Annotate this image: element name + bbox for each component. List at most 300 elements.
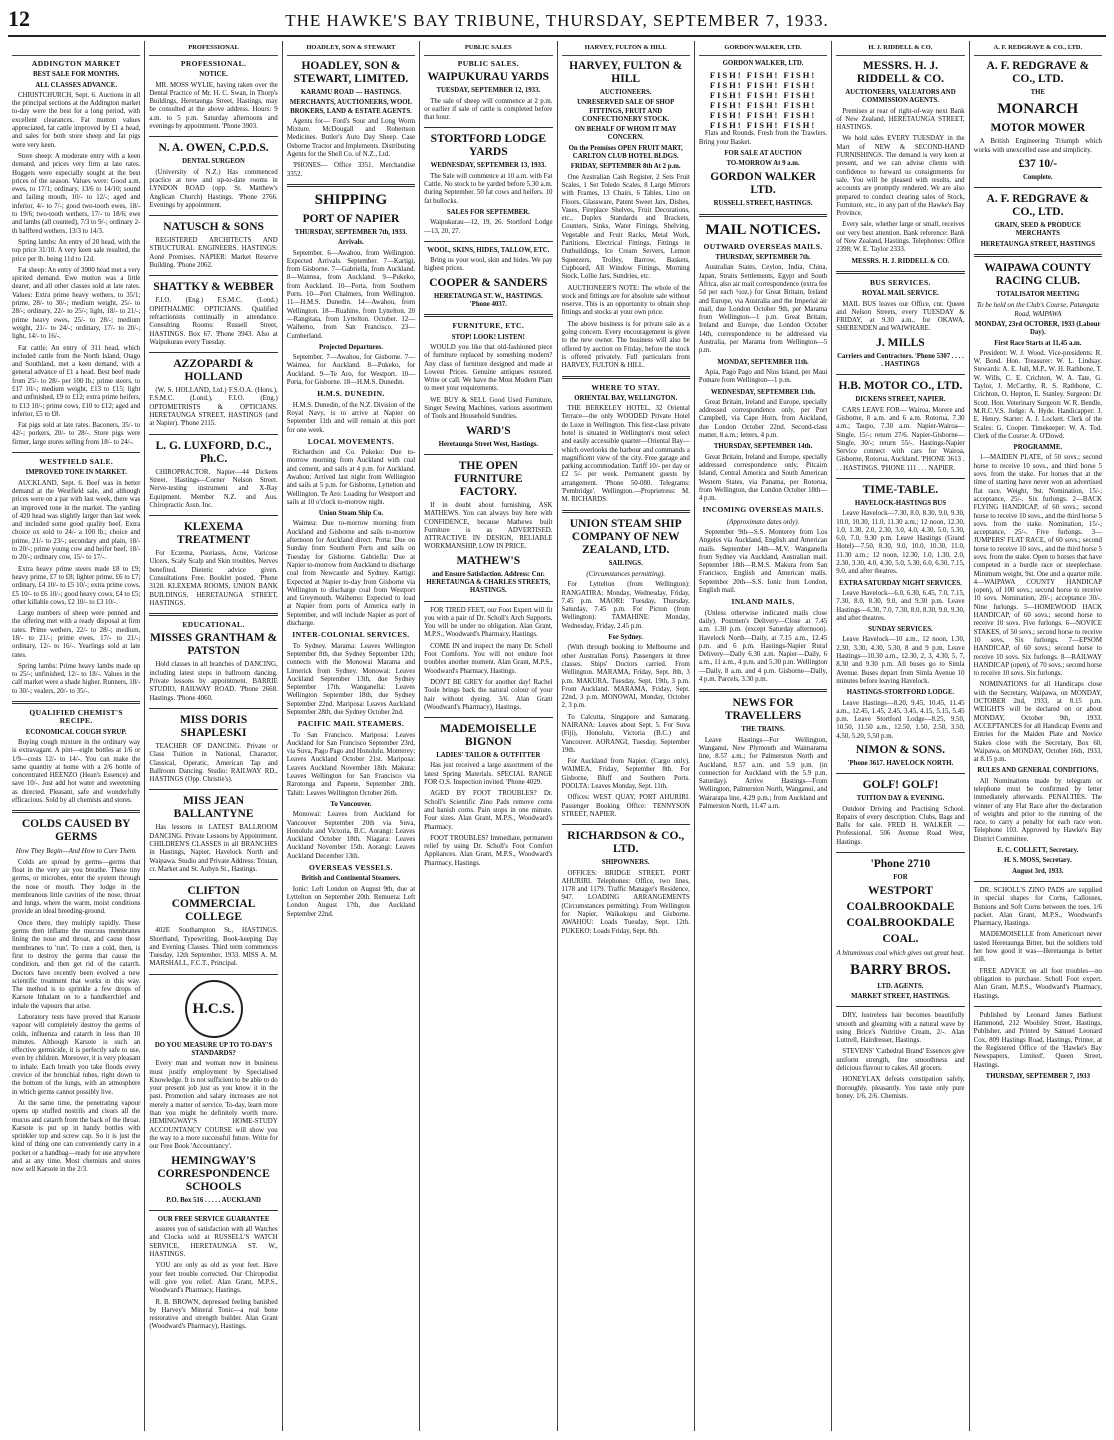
dateline: First Race Starts at 11.45 a.m. xyxy=(994,339,1082,347)
article-body xyxy=(699,529,827,595)
paragraph: Published by Leonard James Bathurst Hammond, 212 Woolsley Street, Hastings, Publisher, and Printed by Samuel Leonard Cox, 809 Hastings Road, Hastings, Printer, at the Registered Office of the 'Hawke's Bay Newspapers, Limited', Queen Street, Hastings. xyxy=(973,1011,1102,1069)
paragraph: CHRISTCHURCH, Sept. 6. Auctions in all the principal sections at the Addington market to-day were the best for a long period, with excellent clearances. Fat mutton values appreciated, fat cattle improved by £1 a head, and sales for both store sheep and fat pigs were very keen. xyxy=(12,91,141,149)
article-body xyxy=(974,350,1102,441)
hemingway-logo-icon: H.C.S. xyxy=(185,980,243,1038)
divider xyxy=(836,1006,964,1007)
paragraph: Agents for— Ford's Sour and Long Worm Mixture. McDougall and Robertson Medicines. Butler's Auto Day Sheep. Case Osborne Tractor and Implements. Distributing Agents for the Shell Co. of N.Z., Ltd. xyxy=(286,117,416,159)
paragraph: The sale of sheep will commence at 2 p.m. or earlier if sale of cattle is completed before that hour. xyxy=(424,97,553,122)
divider xyxy=(12,452,140,453)
subheading: British and Continental Steamers. xyxy=(301,875,401,883)
paragraph: Ionic: Left London on August 9th, due at Lyttelton on September 20th. Remuera: Left London August 17th, due Auckland September 22nd. xyxy=(286,885,416,918)
ad-body xyxy=(149,297,277,347)
paragraph: Great Britain, Ireland and Europe, specially addressed correspondence only, per Port Campbell, via Cape Horn, from Auckland, due London October 22nd. Second-class matter, 8 a.m.; letters, 4 p.m. xyxy=(698,398,828,440)
ad-heading: UNRESERVED SALE OF SHOP FITTINGS, FRUIT AND CONFECTIONERY STOCK. xyxy=(577,99,675,123)
paragraph: CHIROPRACTOR. Napier—44 Dickens Street. Hastings—Corner Nelson Street. Nerve-testing instrument and X-Ray Equipment. Member N.Z. and Aus. Chiropractic Assn. Inc. xyxy=(149,468,278,509)
ad-address: Carriers and Contractors. 'Phone 5307 . . . . . HASTINGS xyxy=(837,352,964,369)
subheading: ALL CLASSES ADVANCE. xyxy=(35,81,118,89)
ad-body xyxy=(149,82,277,132)
paragraph: President: W. J. Wood. Vice-presidents: R. W. Bond. Hon. Treasurer: W. L. Lindsay. Stewards: A. E. Jull, M.P., W. H. Rathbone, T. W. Wills, C. E. Crichton, W. A. Tate, G. Taylor, J. McCarthy, R. S. Rathbone, C. Crichton, O. Hepton, E. Stanley. Surgeon: Dr. Scott. Hon. Veterinary Surgeon: W. R. Bendle, M.R.C.V.S. Judge: A. Hyde. Handicapper: J. E. Henry. Starter: A. J. Lockett. Clerk of the Scales: G. Cooper. Timekeeper: W. A. Tod. Clerk of the Course: A. O'Dowd. xyxy=(973,349,1102,440)
article-body xyxy=(699,737,827,812)
divider xyxy=(562,376,690,379)
ad-name: MISS DORIS SHAPLESKI xyxy=(179,713,248,739)
paragraph: Buying cough mixture in the ordinary way is extravagant. A pint—eight bottles at 1/6 or 1/9—costs 12/- to 14/-. You can make the same quantity at home with a 2/6 bottle of concentrated HEENZO (Hean's Essence) and save 10/-. Just add hot water and sweetening as directed. Pleasant, safe and wonderfully efficacious. Sold by all chemists and stores. xyxy=(12,738,141,805)
ad-heading: MOTOR MOWER xyxy=(990,122,1086,135)
subheading: Arrivals. xyxy=(338,239,364,247)
ad-heading: OUR FREE SERVICE GUARANTEE xyxy=(157,1215,270,1223)
ad-name: BARRY BROS. xyxy=(850,961,951,978)
paragraph: DRY, lustreless hair becomes beautifully smooth and gleaming with a natural wave by using Brice's Nutritive Cream, 2/-. Alan Luttrell, Hairdresser, Hastings. xyxy=(836,1012,965,1045)
paragraph: Colds are spread by germs—germs that float in the very air you breathe. These tiny germs, or microbes, enter the system through the nose or mouth. They lodge in the membranous little cavities of the nose, throat and lungs, where the warm, moist conditions provide an ideal breeding-ground. xyxy=(12,858,141,916)
paragraph: (University of N.Z.) Has commenced practice at new and up-to-date rooms in LYNDON ROAD (opp. St. Matthew's Anglican Church) Hastings. 'Phone 2766. Evenings by appointment. xyxy=(149,168,278,209)
subheading: ROYAL MAIL SERVICE. xyxy=(862,290,939,298)
article-body xyxy=(974,778,1102,844)
dateline: TO-MORROW At 9 a.m. xyxy=(726,160,800,168)
ad-heading: WOOL, SKINS, HIDES, TALLOW, ETC. xyxy=(427,246,550,254)
ad-body xyxy=(287,118,415,179)
section-heading: EDUCATIONAL. xyxy=(182,620,245,630)
paragraph: Fat cattle: An entry of 311 head, which included cattle from the North Island, Otago and Southland, met a keen demand, with a general advance of £1 a head. Best beef made from 25/- to 28/- per 100 lb.; prime steers, to £17 10/-; medium weight, £13 to £15; light and unfinished, £9 to £12; extra prime heifers, to £13 10/-; prime cows, £10 to £12; aged and inferior, £5 to £8. xyxy=(12,344,141,418)
ad-name: NATUSCH & SONS xyxy=(163,221,264,234)
ad-name: HEMINGWAY'S CORRESPONDENCE SCHOOLS xyxy=(157,1154,270,1193)
dateline: MONDAY, SEPTEMBER 11th. xyxy=(717,358,809,366)
paragraph: Every man and woman now in business must justify employment by Specialised Knowledge. It is not sufficient to be able to do your present job just as you know it in the past. Promotion and salary increases are not merely a matter of service. To-day, learn more than you might be definitely worth more. HEMINGWAY'S HOME-STUDY ACCOUNTANCY COURSE will show you the way to a more successful future. Write for our Free Book 'Accountancy'. xyxy=(149,1060,278,1151)
subheading: SAILINGS. xyxy=(608,559,643,567)
subheading: (Circumstances permitting). xyxy=(586,569,666,578)
dateline: MONDAY, 23rd OCTOBER, 1933 (Labour Day). xyxy=(975,320,1101,337)
paragraph: MADEMOISELLE from Americourt never tasted Heretaunga Bitter, but the soldiers told her how good it was—Heretaunga is better still. xyxy=(973,931,1102,964)
ad-name: HOADLEY, SON & STEWART, LIMITED. xyxy=(293,60,409,85)
divider xyxy=(149,352,277,353)
ad-name: A. F. REDGRAVE & CO., LTD. xyxy=(986,193,1090,219)
ad-body xyxy=(562,405,690,505)
section-heading: MAIL NOTICES. xyxy=(705,221,821,238)
paragraph: Australian States, Ceylon, India, China, Japan, Straits Settlements, Egypt and South Africa, also air mail correspondence (extra fee 5d per each ½oz.) for Great Britain, Ireland and Europe, via Australia and the Imperial air mail, due London October 9th, per Marama from Wellington—1 p.m. Great Britain, Ireland and Europe, due London October 14th, correspondence to be addressed via Australia, per Marama from Wellington—5 p.m. xyxy=(698,264,828,355)
ad-name: J. MILLS xyxy=(876,336,925,349)
section-heading: PACIFIC MAIL STEAMERS. xyxy=(297,719,405,729)
ad-body xyxy=(424,502,552,552)
ad-name: RICHARDSON & CO., LTD. xyxy=(567,830,685,856)
paragraph: Flats and Rounds. Fresh from the Trawlers. Bring your Basket. xyxy=(698,130,828,146)
ad-title: AUCTIONEERS. xyxy=(599,89,652,96)
paragraph: AGED BY FOOT TROUBLES? Dr. Scholl's Scientific Zino Pads remove corns and banish corns. Pain stops in one minute. Four sizes. Alan Grant, M.P.S., Woodward's Pharmacy. xyxy=(424,790,553,831)
ad-body xyxy=(149,743,277,784)
newspaper-title: THE HAWKE'S BAY TRIBUNE, THURSDAY, SEPTEMBER 7, 1933. xyxy=(285,11,829,30)
paragraph: For Auckland from Napier. (Cargo only). WAIMEA, Friday, September 8th. For Gisborne, Bluff and Southern Ports. POOLTA: Leaves Monday, Sept. 11th. xyxy=(561,758,690,791)
ad-name: GORDON WALKER LTD. xyxy=(710,171,816,197)
column-5 xyxy=(558,41,695,1431)
ad-body xyxy=(836,301,964,334)
ad-body xyxy=(562,870,690,936)
divider xyxy=(836,374,964,375)
ad-heading: DO YOU MEASURE UP TO TO-DAY'S STANDARDS? xyxy=(154,1041,273,1057)
paragraph: COME IN and inspect the many Dr. Scholl Foot Comforts. You will not endure foot troubles another moment. Alan Grant, M.P.S., Woodward's Pharmacy, Hastings. xyxy=(424,642,553,675)
article-body xyxy=(12,859,140,1175)
article-body xyxy=(699,264,827,355)
paragraph: AUCTIONEER'S NOTE: The whole of the stock and fittings are for absolute sale without reserve. This is an opportunity to obtain shop fittings and stocks at your own price. xyxy=(561,284,690,317)
paragraph: (W. S. HOLLAND, Ltd.) F.S.O.A. (Hons.), F.S.M.C. (Lond.), F.I.O. (Eng.) OPTOMETRISTS & OPTICIANS. HERETAUNGA STREET, HASTINGS (and at Napier). 'Phone 2115. xyxy=(149,387,278,428)
article-body xyxy=(287,250,415,341)
article-body xyxy=(699,610,827,685)
section-heading: H.M.S. DUNEDIN. xyxy=(317,389,385,399)
paragraph: Leave Hastings—For Wellington, Wanganui, New Plymouth and Waimarama line, 8.57 a.m.; for Palmerston North and Auckland, 8.57 a.m. and 5.9 p.m. (in connection for Auckland with the 5.9 p.m. Saturday). Arrive Hastings—From Wellington, Palmerston North, Wanganui, and Wairarapa line, 4.29 p.m.; from Auckland and Palmerston North, 11.47 a.m. xyxy=(698,736,828,810)
column-4 xyxy=(420,41,557,1431)
ad-text: Complete. xyxy=(1022,173,1053,181)
paragraph: WOULD you like that old-fashioned piece of furniture replaced by something modern? Any class of furniture designed and made at Lowest Prices. Genuine antiques restored. Write or call. We have the Most Modern Plant to meet your requirements. xyxy=(424,343,553,393)
paragraph: THE BERKELEY HOTEL, 32 Oriental Terrace—the only WOODED Private Hotel de Luxe in Wellington. This first-class private hotel is situated in Wellington's most select and easily accessible quarter—Oriental Bay—which overlooks the harbour and commands a magnificent view of the city. Free garage and parking accommodation. Tariff 10/- per day or £2 5/- per week. Permanent guests by arrangement. 'Phone 50-080. Telegrams: 'Pembridge'. Wellington.—Proprietress: M. M. RICHARDS. xyxy=(561,405,690,504)
divider xyxy=(149,613,277,616)
ad-text: A bituminous coal which gives out great heat. xyxy=(836,949,965,958)
divider xyxy=(149,879,277,880)
page-number: 12 xyxy=(8,6,30,31)
paragraph: We hold sales EVERY TUESDAY in the Mart of NEW & SECOND-HAND FURNISHINGS. The demand is very keen at present, and we can advise clients with confidence to forward us consignments for sale. You will be pleased with results, and accounts are promptly rendered. We are also prepared to conduct clearing sales of Stock, Furniture, etc., in any part of the Hawke's Bay Province. xyxy=(836,135,965,218)
paragraph: Apia, Pago Pago and Nios Island, per Maui Pomare from Wellington—1 p.m. xyxy=(698,368,828,385)
ad-name: THE OPEN FURNITURE FACTORY. xyxy=(454,459,523,498)
price: £37 10/- xyxy=(1018,157,1058,170)
divider xyxy=(974,1006,1102,1007)
ad-body xyxy=(699,130,827,147)
paragraph: H.M.S. Dunedin, of the N.Z. Division of the Royal Navy, is to arrive at Napier on September 11th and will remain at this port for one week. xyxy=(286,401,416,434)
dateline: WEDNESDAY, SEPTEMBER 13, 1933. xyxy=(430,162,547,170)
ad-name: MISSES GRANTHAM & PATSTON xyxy=(149,632,278,658)
column-1 xyxy=(8,41,145,1431)
subheading: EXTRA SATURDAY NIGHT SERVICES. xyxy=(838,579,962,587)
ad-name: HARVEY, FULTON & HILL xyxy=(569,60,683,85)
article-body xyxy=(12,739,140,805)
article-body xyxy=(836,700,964,741)
paragraph: HONEYLAX defeats constipation safely, thoroughly, pleasantly. You taste only pure honey. 1/6, 2/6. Chemists. xyxy=(836,1076,965,1100)
subheading: How They Begin—And How to Cure Them. xyxy=(15,847,137,856)
subheading: ON BEHALF OF WHOM IT MAY CONCERN. xyxy=(574,126,677,142)
paragraph: Laboratory tests have proved that Karsote vapour will completely destroy the germs of colds, influenza and catarrh in less than 10 minutes. Although Karsote is such an effective germicide, it is perfectly safe to use, even by children. Moreover, it is very pleasant to inhale. Each breath you take floods every crevice of the bronchial tubes, right down to the bottom of the lungs, with an atmosphere in which germs cannot possibly live. xyxy=(12,1013,141,1096)
divider xyxy=(836,478,964,479)
paragraph: Every sale, whether large or small, receives our very best attention. Bank reference: Bank of New Zealand, Hastings. Telephones: Office 2398; W. E. Taylor 2333. xyxy=(836,221,965,254)
ad-body xyxy=(836,1012,964,1101)
paragraph: MAIL BUS leaves our Office, cnr. Queen and Nelson Streets, every TUESDAY & FRIDAY, at 9.30 a.m., for OKAWA, SHERENDEN and WAIWHARE. xyxy=(836,300,965,333)
section-heading: INCOMING OVERSEAS MAILS. xyxy=(702,505,824,515)
ad-body xyxy=(974,138,1102,155)
ad-body xyxy=(149,927,277,968)
article-body xyxy=(287,643,415,718)
ad-name: UNION STEAM SHIP COMPANY OF NEW ZEALAND, LTD. xyxy=(569,517,682,556)
ad-body xyxy=(149,550,277,608)
divider xyxy=(12,701,140,704)
divider xyxy=(974,187,1102,188)
paragraph: Once there, they multiply rapidly. These germs then inflame the mucous membranes lining the nose and throat, and cause those membranes to 'run'. To cure a cold, then, is first to destroy the germs that cause the condition, and then get rid of the catarrh. Doctors have recently been evolved a new scientific treatment that works in this way. The method is to sprinkle a few drops of Karsote Inhalant on to a handkerchief and inhale the vapours that arise. xyxy=(12,919,141,1010)
article-body xyxy=(699,369,827,386)
section-heading: LOCAL MOVEMENTS. xyxy=(307,436,395,446)
subheading: TOTALISATOR MEETING xyxy=(996,291,1080,299)
subheading: SUNDAY SERVICES. xyxy=(868,626,933,634)
divider xyxy=(424,127,552,128)
paragraph: Has lessons in LATEST BALLROOM DANCING. Private Lessons by Appointment. CHILDREN'S CLASSES in all BRANCHES in Hastings, Napier, Havelock North and Waipawa. Studio and Private Address: Tristan, cr. Market and St. Aubyn St., Hastings. xyxy=(149,824,278,873)
column-header: HARVEY, FULTON & HILL xyxy=(562,41,690,56)
fish-line: FISH! FISH! FISH! xyxy=(709,80,817,91)
paragraph: Offices: WEST QUAY, PORT AHURIRI. Passenger Booking Office: TENNYSON STREET, NAPIER. xyxy=(561,794,690,818)
subheading: THE TRAINS. xyxy=(741,726,785,734)
paragraph: Leave Havelock—6.0, 6.30, 6.45, 7.0, 7.15, 7.30, 8.0, 8.30, 9.0, and 9.30 p.m. Leave Hastings—6.30, 7.0, 7.30, 8.0, 8.30, 9.0, 9.30, and after theatres. xyxy=(836,589,965,622)
ad-body xyxy=(424,98,552,123)
ad-name: H.B. MOTOR CO., LTD. xyxy=(838,380,963,393)
divider xyxy=(562,510,690,513)
ad-title: MERCHANTS, AUCTIONEERS, WOOL BROKERS, LAND & ESTATE AGENTS. xyxy=(289,99,413,115)
section-heading: OVERSEAS VESSELS. xyxy=(309,863,393,873)
paragraph: To Sydney. Marama: Leaves Wellington September 8th, due Sydney September 12th; connects with the Monowai Marama and Limerick from Sydney. Monowai: Leaves Auckland September 13th, due Sydney September 17th. Wanganella: Leaves Wellington September 18th, due Sydney September 22nd. Mariposa: Leaves Auckland September 28th, due Sydney October 2nd. xyxy=(286,642,416,716)
ad-name: GORDON WALKER, LTD. xyxy=(722,60,804,67)
paragraph: MR. MOSS WYLIE, having taken over the Dental Practice of Mr. H. C. Swan, in Thorp's Buildings, Heretaunga Street, Hastings, may be consulted at the above address. Hours: 9 a.m. to 5 p.m. Saturday afternoons and evenings by appointment. 'Phone 3903. xyxy=(149,81,278,131)
article-body xyxy=(287,732,415,798)
paragraph: Extra heavy prime steers made £8 to £9; heavy prime, £7 to £8; lighter prime, £6 to £7; ordinary, £4 10/- to £5 10/-; extra prime cows, £5 10/- to £6 10/-; good heavy cows, £4 to £5; other killable cows, £2 10/- to £3 10/-. xyxy=(12,565,141,606)
ad-heading: STOP! LOOK! LISTEN! xyxy=(451,333,525,341)
ad-title: SHIPOWNERS. xyxy=(601,859,650,867)
article-body xyxy=(287,354,415,387)
ad-name: L. G. LUXFORD, D.C., Ph.C. xyxy=(155,439,272,465)
article-body xyxy=(836,590,964,623)
ad-title: LADIES' TAILOR & OUTFITTER xyxy=(436,752,541,760)
imprint xyxy=(974,1012,1102,1070)
ad-address: KARAMU ROAD — HASTINGS. xyxy=(300,89,401,96)
ad-body xyxy=(149,1060,277,1151)
ad-name: N. A. OWEN, C.P.D.S. xyxy=(158,142,269,155)
divider xyxy=(149,515,277,516)
paragraph: The above business is for private sale as a going concern. Every encouragement is given to the new owner. The business will also be offered by auction on Friday, before the stock is offered privately. Full particulars from HARVEY, FULTON & HILL. xyxy=(561,320,690,370)
paragraph: Store sheep: A moderate entry with a keen demand, and prices very firm at late rates. Hoggets were especially sought at the best prices of the season. Values were: Good a.m. ewes, to 17/1; ordinary, 13/6 to 14/10; sound and failing mouth, 10/- to 12/-; aged and inferior, 4/- to 7/-; good two-tooth ewes, 18/- to 19/6; two-tooth wethers, 17/- to 18/6; ewe and lambs (all counted), 7/3 to 9/-; ordinary 2-th halfbred wethers, 13/3 to 14/3. xyxy=(12,152,141,235)
ad-address: 'Phone 3617. HAVELOCK NORTH. xyxy=(847,760,954,767)
ad-body xyxy=(149,661,277,702)
signature: H. S. MOSS, Secretary. xyxy=(1003,857,1072,865)
paragraph: September. 7—Awahou, for Gisborne. 7—Waimea, for Auckland. 8—Pukeko, for Auckland. 9—Te Aro, for Westport. 10—Porta, for Gisborne. 18—H.M.S. Dunedin. xyxy=(286,354,416,387)
ad-name: GOLF! GOLF! xyxy=(862,779,939,792)
ad-name: NIMON & SONS. xyxy=(855,744,945,756)
ad-body xyxy=(424,173,552,206)
article-body xyxy=(287,449,415,507)
paragraph: To San Francisco. Mariposa: Leaves Auckland for San Francisco September 23rd, via Suva, Pago Pago and Honolulu. Monterey: Leaves Auckland October 21st. Mariposa: Leaves Auckland November 18th. Makura: Leaves Wellington for San Francisco via Rarotonga and Papeete, September 28th. Tahiti: Leaves Wellington October 26th. xyxy=(286,731,416,797)
paragraph: Bring us your wool, skin and hides. We pay highest prices. xyxy=(424,257,553,273)
subheading: For Sydney. xyxy=(608,634,643,642)
divider xyxy=(287,184,415,187)
article-body xyxy=(699,399,827,440)
ad-name: AZZOPARDI & HOLLAND xyxy=(173,358,254,384)
ad-body xyxy=(836,108,964,255)
paragraph: At the same time, the penetrating vapour opens up stuffed nostrils and clears all the mucus and catarrh from the back of the throat. Karsote is put up in handy bottles with sprinkler top and screw cap. So it is just the kind of thing one can conveniently carry in a pocket or a handbag—ready for use anywhere and at any time. Most chemists and stores now sell Karsote in the 2/3. xyxy=(12,1099,141,1174)
paragraph: Spring lambs: Prime heavy lambs made up to 25/-; unfinished, 12/- to 18/-. Values in the calf market were a shade higher. Runners, 18/- to 30/-; vealers, 20/- to 35/-. xyxy=(12,662,141,695)
paragraph: For Eczema, Psoriasis, Acne, Varicose Ulcers, Scaly Scalp and Skin troubles. Nerves benefited. Dietetic advice given. Consultations Free. Booklet posted. 'Phone 3128. KLEXEMA ROOMS, UNION BANK BUILDINGS, HERETAUNGA STREET, HASTINGS. xyxy=(149,550,278,607)
paragraph: FREE ADVICE on all foot troubles—no obligation to purchase. Scholl Foot expert. Alan Grant, M.P.S., Woodward's Pharmacy, Hastings. xyxy=(973,967,1102,1000)
paragraph: YOU are only as old as your feet. Have your feet trouble corrected. Our Chiropodist will give you relief. Alan Grant, M.P.S., Woodward's Pharmacy, Hastings. xyxy=(149,1262,278,1295)
paragraph: CARS LEAVE FOR— Wairoa, Morere and Gisborne, 8 a.m. and 6 a.m. Rotorua, 7.30 a.m.; Taupo, 7.30 a.m. Napier-Wairoa—Single, 15/-; return 27/6. Napier-Gisborne—Single, 30/-; return 55/-. Hastings-Napier Service connect with cars for Wairoa, Gisborne, Rotorua, Auckland. 'PHONE 3613 . . . HASTINGS. 'PHONE 111 . . . NAPIER. xyxy=(836,406,965,472)
ad-heading: 'Phone 2710 xyxy=(870,858,931,871)
paragraph: The Sale will commence at 10 a.m. with Fat Cattle. No stock to be yarded before 5.30 a.m. during September. 50 fat cows and heifers. 10 fat bullocks. xyxy=(424,172,553,205)
article-body xyxy=(836,510,964,576)
paragraph: Spring lambs: An entry of 20 head, with the top price 31/10. A very keen sale resulted, the price per lb. being 11d to 12d. xyxy=(12,238,141,263)
column-header: A. F. REDGRAVE & CO., LTD. xyxy=(974,41,1102,56)
ad-address: HERETAUNGA ST. W., HASTINGS. 'Phone 4037. xyxy=(433,292,543,309)
paragraph: Great Britain, Ireland and Europe, specially addressed correspondence only, Pitcairn Island, Central America and South American Western States, via Panama, per Rotorua, from Wellington, due London October 18th—4 p.m. xyxy=(698,453,828,503)
article-body xyxy=(287,402,415,435)
subheading: Union Steam Ship Co. xyxy=(318,510,384,518)
fish-line: FISH! FISH! FISH! xyxy=(709,100,817,111)
subheading: Projected Departures. xyxy=(318,343,383,351)
ad-name: COOPER & SANDERS xyxy=(429,276,548,289)
column-header: PROFESSIONAL xyxy=(149,41,277,56)
section-heading: OUTWARD OVERSEAS MAILS. xyxy=(703,241,823,251)
section-heading: WHERE TO STAY. xyxy=(591,382,660,392)
divider xyxy=(424,454,552,455)
column-2 xyxy=(145,41,282,1431)
ad-name: MATHEW'S xyxy=(456,554,521,567)
divider xyxy=(424,314,552,317)
column-3 xyxy=(283,41,420,1431)
paragraph: Premises at rear of right-of-way next Bank of New Zealand, HERETAUNGA STREET, HASTINGS. xyxy=(836,107,965,132)
dateline: August 3rd, 1933. xyxy=(1012,867,1064,875)
divider xyxy=(12,810,140,813)
ad-body xyxy=(562,644,690,819)
ad-body xyxy=(424,344,552,422)
section-heading: QUALIFIED CHEMIST'S RECIPE. xyxy=(29,708,124,726)
fish-line: FISH! FISH! FISH! xyxy=(709,70,817,81)
paragraph: Monowai: Leaves from Auckland for Vancouver September 20th via Suva, Honolulu and Victoria, B.C. Aorangi: Leaves Auckland October 18th. Niagara: Leaves Auckland November 15th. Aorangi: Leaves Auckland December 13th. xyxy=(286,811,416,860)
ad-title: DENTAL SURGEON xyxy=(182,158,245,166)
paragraph: September 9th—S.S. Monterey from Los Angeles via Auckland, English and American mails. September 14th—M.V. Wanganella from Sydney via Auckland, Australian mail. September 18th—R.M.S. Makura from San Francisco, English and American mails. September 20th—S.S. Ionic from London, English mail. xyxy=(698,528,828,595)
section-heading: SHIPPING xyxy=(314,191,388,208)
subheading: BEST SALE FOR MONTHS. xyxy=(33,71,120,79)
paragraph: Waipukurau—12, 19, 26. Stortford Lodge—13, 20, 27. xyxy=(424,219,553,235)
section-heading: INTER-COLONIAL SERVICES. xyxy=(292,630,410,640)
divider xyxy=(974,881,1102,882)
paragraph: OFFICES: BRIDGE STREET, PORT AHURIRI. Telephones: Office, two lines, 1178 and 1179. Traffic Manager's Residence, 947. LOADING ARRANGEMENTS (Circumstances permitting). From Wellington for Napier, Waikokopu and Gisborne. AWAHOU: Loads Tuesday, Sept. 12th. PUKEKO: Loads Friday, Sept. 8th. xyxy=(561,869,690,935)
ad-body xyxy=(424,607,552,713)
paragraph: 402E Southampton St., HASTINGS. Shorthand, Typewriting, Book-keeping Day and Evening Classes. Third term commences Tuesday, 12th September, 1933. MISS A. M. MARSHALL, F.C.T., Principal. xyxy=(149,927,278,968)
divider xyxy=(562,824,690,825)
ad-heading: WESTPORT xyxy=(868,885,933,898)
ad-body xyxy=(836,806,964,847)
paragraph: Outdoor Driving and Practising School. Repairs of every description. Clubs, Bags and Balls for sale. FRED H. WALKER — Professional. 506 Avenue Road West, Hastings. xyxy=(836,805,965,846)
section-heading: FURNITURE, ETC. xyxy=(452,321,525,331)
divider xyxy=(149,974,277,975)
subheading: RULES AND GENERAL CONDITIONS. xyxy=(977,767,1099,775)
paragraph: R. B. BROWN, depressed feeling banished by Harvey's Mineral Tonic—a real bone restorative and strength builder. Alan Grant (Woodward's Pharmacy), Hastings. xyxy=(149,1298,278,1331)
paragraph: WE BUY & SELL Good Used Furniture, Singer Sewing Machines, various assortment of Tools and Household Sundries. xyxy=(424,396,553,421)
fish-line: FISH! FISH! FISH! xyxy=(709,120,817,131)
ad-title: LTD. AGENTS. xyxy=(877,982,924,990)
paragraph: NOMINATIONS for all Handicaps close with the Secretary, Waipawa, on MONDAY, OCTOBER 2nd, 1933, at 8.15 p.m. WEIGHTS will be declared on or about MONDAY, October 9th, 1933. ACCEPTANCES for all Handicap Events and Entries for the Maiden Plate and Novice Stakes close with the Secretary, Box 60, Waipawa, on MONDAY, October 16th, 1933, at 8.15 p.m. xyxy=(973,681,1102,764)
paragraph: Has just received a large assortment of the latest Spring Materials. SPECIAL RANGE FOR O.S. Inspection invited. 'Phone 4029. xyxy=(424,762,553,787)
ad-name: SHATTKY & WEBBER xyxy=(153,281,274,294)
divider xyxy=(836,773,964,774)
column-header: GORDON WALKER, LTD. xyxy=(699,41,827,56)
paragraph: FOR TIRED FEET, our Foot Expert will fit you with a pair of Dr. Scholl's Arch Supports. You will be under no obligation. Alan Grant, M.P.S., Woodward's Pharmacy, Hastings. xyxy=(424,606,553,639)
subheading: ECONOMICAL COUGH SYRUP. xyxy=(25,728,127,736)
ad-name: A. F. REDGRAVE & CO., LTD. xyxy=(986,60,1090,85)
ad-name: CLIFTON COMMERCIAL COLLEGE xyxy=(171,885,256,924)
ad-name: KLEXEMA TREATMENT xyxy=(176,521,251,547)
paragraph: 1—MAIDEN PLATE, of 50 sovs.; second horse to receive 10 sovs., and third horse 5 sovs. from the stake. For horses that at the time of starting have never won an advertised flat race. Weight, 9st. Nomination, 15/-; acceptance, 25/-. Six furlongs. 2—BACK FLYING HANDICAP, of 60 sovs.; second horse to receive 10 sovs., and the third horse 5 sovs. from the stake. Nomination, 15/-; acceptance, 25/-. Five furlongs. 3—JUMPERS' FLAT RACE, of 60 sovs.; second horse to receive 10 sovs., and the third horse 5 sovs. from the stake. Open to horses that have competed in a hurdle race or steeplechase. Minimum weight, 9st. One and a quarter mile. 4—WAIPAWA COUNTY HANDICAP (open), of 100 sovs.; second horse to receive 10 sovs. Nomination, 20/-; acceptance 30/-. Nine furlongs. 5—HOMEWOOD HACK HANDICAP, of 60 sovs.; second horse to receive 10 sovs. Five furlongs. 6—NOVICE STAKES, of 50 sovs.; second horse to receive 10 sovs. Six furlongs. 7—EPSOM HANDICAP, of 60 sovs.; second horse to receive 10 sovs. Six furlongs. 8—RAILWAY HANDICAP (open), of 70 sovs.; second horse to receive 10 sovs. Six furlongs. xyxy=(973,454,1102,678)
divider xyxy=(424,601,552,602)
section-heading: PROFESSIONAL. xyxy=(180,59,247,68)
paragraph: If in doubt about furnishing, ASK MATHEWS. You can always buy here with CONFIDENCE, because Mathews built Furniture is as ADVERTISED. ATTRACTIVE IN DESIGN, RELIABLE WORKMANSHIP, LOW IN PRICE. xyxy=(424,501,553,551)
paragraph: One Australian Cash Register, 2 Sets Fruit Scales, 1 Set Toledo Scales, 8 Large Mirrors with Frames, 13 Chairs, 6 Tables, Lino on Floors, Glassware, Patent Sweet Jars, Dishes, Vases, Fireplace Shelves, Fruit Decorations, etc., Duplex Standards and Brackets, Counters, Sinks, Water Fittings, Shelving, Vegetable and Fruit Racks, Metal Work, Partitions, Electrical Fittings, Fittings in Outbuildings, Ice Cream Servers, Lemon Squeezers, Trolley, Barrow, Baskets, Cupboard, All Window Fittings, Morning Stock, Lollie Jars, Sundries, etc. xyxy=(561,173,690,281)
paragraph: REGISTERED ARCHITECTS AND STRUCTURAL ENGINEERS. HASTINGS: Aoné Premises. NAPIER: Market Reserve Building. 'Phone 2062. xyxy=(149,237,278,270)
paragraph: All Nominations made by telegram or telephone must be confirmed by letter immediately afterwards. PENALTIES. The winner of any Flat Race after the declaration of weights and prior to the running of the race, to carry a penalty for each race won. Telephone 103. Approved by Hawke's Bay District Committee. xyxy=(973,777,1102,843)
ad-address: MARKET STREET, HASTINGS. xyxy=(851,992,950,1000)
paragraph: 'PHONES— Office 3351. Merchandise 3352. xyxy=(286,162,416,178)
divider xyxy=(699,214,827,217)
section-heading: WESTFIELD SALE. xyxy=(39,457,114,467)
column-6 xyxy=(695,41,832,1431)
ad-body xyxy=(149,237,277,270)
section-heading: WAIPAWA COUNTY RACING CLUB. xyxy=(984,262,1092,288)
paragraph: Leave Havelock—7.30, 8.0, 8.30, 9.0, 9.30, 10.0, 10.30, 11.0, 11.30 a.m.; 12 noon, 12.30, 1.0, 1.30, 2.0, 2.30, 3.0, 4.0, 4.30, 5.0, 5.30, 6.0, 7.0, 9.30 p.m. Leave Hastings (Grand Hotel)—7.50, 8.30, 9.0, 10.0, 10.30, 11.0, 11.30 a.m.; 12 noon, 12.30, 1.0, 1.30, 2.0, 2.30, 3.30, 4.0, 4.30, 5.0, 5.30, 6.0, 6.30, 7.15, 9.0, and after theatres. xyxy=(836,510,965,576)
fish-line: FISH! FISH! FISH! xyxy=(709,90,817,101)
paragraph: AUCKLAND, Sept. 6. Beef was in better demand at the Westfield sale, and although prices were on a par with last week, there was an improved tone in the market. The yarding of 420 head was slightly larger than last week and included some good quality beef. Extra choice ox sold to 24/- a 100 lb.; choice and prime, 21/- to 23/-; secondary and plain, 18/- to 20/-; prime young cow and heifer beef, 18/- to 20/-; ordinary cow, 15/- to 17/-. xyxy=(12,479,141,562)
ad-body xyxy=(149,1226,277,1332)
divider xyxy=(424,241,552,242)
ad-heading: MONARCH xyxy=(997,101,1079,118)
ad-heading: FOR SALE AT AUCTION xyxy=(724,149,802,157)
ad-text: FOR xyxy=(893,874,908,882)
ad-heading: COALBROOKDALE xyxy=(846,901,955,914)
signature: E. C. COLLETT, Secretary. xyxy=(997,847,1079,855)
section-heading: PUBLIC SALES. xyxy=(457,59,519,68)
ad-heading: NOTICE. xyxy=(199,71,228,79)
ad-text: THE xyxy=(1030,89,1045,96)
ad-name: MADEMOISELLE BIGNON xyxy=(440,723,537,749)
column-7 xyxy=(832,41,969,1431)
ad-address: P.O. Box 516 . . . . . AUCKLAND xyxy=(166,1196,261,1204)
masthead xyxy=(8,6,1106,37)
column-8 xyxy=(970,41,1106,1431)
ad-name: MESSRS. H. J. RIDDELL & CO. xyxy=(856,60,945,85)
paragraph: Leave Havelock—10 a.m., 12 noon, 1.30, 2.30, 3.30, 4.30, 5.30, 8 and 9 p.m. Leave Hastings—10.30 a.m., 12.30, 2, 3, 4.30, 5, 7, 8.30 and 9.30 p.m. All buses go to Simla Avenue. Buses depart from Simla Avenue 10 minutes before leaving Havelock. xyxy=(836,636,965,685)
paragraph: assures you of satisfaction with all Watches and Clocks sold at RUSSELL'S WATCH SERVICE, HERETAUNGA ST. W., HASTINGS. xyxy=(149,1226,278,1259)
divider xyxy=(149,275,277,276)
paragraph: (With through booking to Melbourne and other Australian Ports). Passengers in three classes. Ships' Doctors carried. From Wellington. MARAMA, Friday, Sept. 8th, 3 p.m. MAKURA, Tuesday, Sept. 19th, 3 p.m. From Auckland. MARAMA, Friday, Sept. 22nd, 3 p.m. MONOWAI, Monday, October 2, 3 p.m. xyxy=(561,644,690,710)
section-heading: NEWS FOR TRAVELLERS xyxy=(724,697,802,723)
ad-name: STORTFORD LODGE YARDS xyxy=(430,133,546,159)
divider xyxy=(149,136,277,137)
ad-body xyxy=(562,174,690,371)
ad-address: RUSSELL STREET, HASTINGS. xyxy=(713,200,813,208)
paragraph: Fat pigs sold at late rates. Baconers, 35/- to 42/-; porkers, 20/- to 28/-. Store pigs were firmer, large stores selling from 18/- to 24/-. xyxy=(12,422,141,446)
paragraph: Waimea: Due to-morrow morning from Auckland and Gisborne and sails to-morrow afternoon for Auckland direct. Porta: Due on Sunday from Southern Ports and sails on Tuesday for Gisborne. Gabriella: Due at Napier to-morrow from Auckland to discharge coal from Newcastle and Sydney. Kartigi: Expected at Napier to-day from Gisborne via Wellington to discharge coal from Westport and Greymouth. Waihemo: Expected to load at Napier from ports of America early in September, and will include Napier as port of discharge. xyxy=(286,520,416,628)
article-body xyxy=(12,480,140,696)
section-heading: PORT OF NAPIER xyxy=(302,212,400,225)
ad-body xyxy=(149,824,277,874)
paragraph: A British Engineering Triumph which works with unexcelled ease and simplicity. xyxy=(973,138,1102,154)
subheading: IMPROVED TONE IN MARKET. xyxy=(25,469,127,477)
ad-body xyxy=(562,581,690,631)
subheading: SALES FOR SEPTEMBER. xyxy=(446,208,530,216)
section-heading: ADDINGTON MARKET xyxy=(31,59,121,68)
paragraph: For Lyttelton (from Wellington): RANGATIRA: Monday, Wednesday, Friday, 7.45 p.m. MAORI: Tuesday, Thursday, Saturday, 7.45 p.m. For Picton (from Wellington): TAMAHINE: Monday, Wednesday, Friday, 2.45 p.m. xyxy=(561,581,690,630)
subheading: HAVELOCK-HASTINGS BUS xyxy=(854,499,946,507)
ad-address: DICKENS STREET, NAPIER. xyxy=(855,396,946,404)
ad-name: WARD'S xyxy=(465,424,511,437)
subheading: To be held on the Club's Course, Patangata Road, WAIPAWA xyxy=(976,301,1099,318)
ad-address: HERETAUNGA STREET, HASTINGS xyxy=(980,240,1095,248)
column-header: PUBLIC SALES xyxy=(424,41,552,56)
fish-line: FISH! FISH! FISH! xyxy=(709,110,817,121)
ad-body xyxy=(836,407,964,473)
dateline: WEDNESDAY, SEPTEMBER 13th. xyxy=(710,388,816,396)
paragraph: Large numbers of sheep were penned and the offering met with a ready disposal at firm rates. Prime wethers, 22/- to 28/-; medium, 18/- to 21/-; prime ewes, 17/- to 21/-; ordinary, 12/- to 16/-. Yearlings sold at late rates. xyxy=(12,610,141,659)
divider xyxy=(149,1210,277,1211)
ad-body xyxy=(149,469,277,510)
divider xyxy=(424,717,552,718)
paragraph: September. 6—Awahou, from Wellington. Expected Arrivals. September. 7—Kartigi, from Gisborne. 7—Gabriella, from Auckland. 8—Waimea, from Auckland. 9—Pukeko, from Auckland. 10—Porta, from Southern Ports. 10—Port Chalmers, from Wellington. 11—H.M.S. Dunedin. 14—Awahou, from Wellington. 18—Ruahine, from Lyttelton. 20—Rangitata, from Lyttelton. October. 12—Waihemo, from San Francisco. 23—Cumberland. xyxy=(286,249,416,340)
subheading: To Vancouver. xyxy=(330,800,372,808)
paragraph: STEVENS' 'Cathedral Brand' Essences give uniform strength, fine smoothness and delicious flavour to cakes. All grocers. xyxy=(836,1048,965,1073)
subheading: HASTINGS-STORTFORD LODGE. xyxy=(846,689,955,697)
